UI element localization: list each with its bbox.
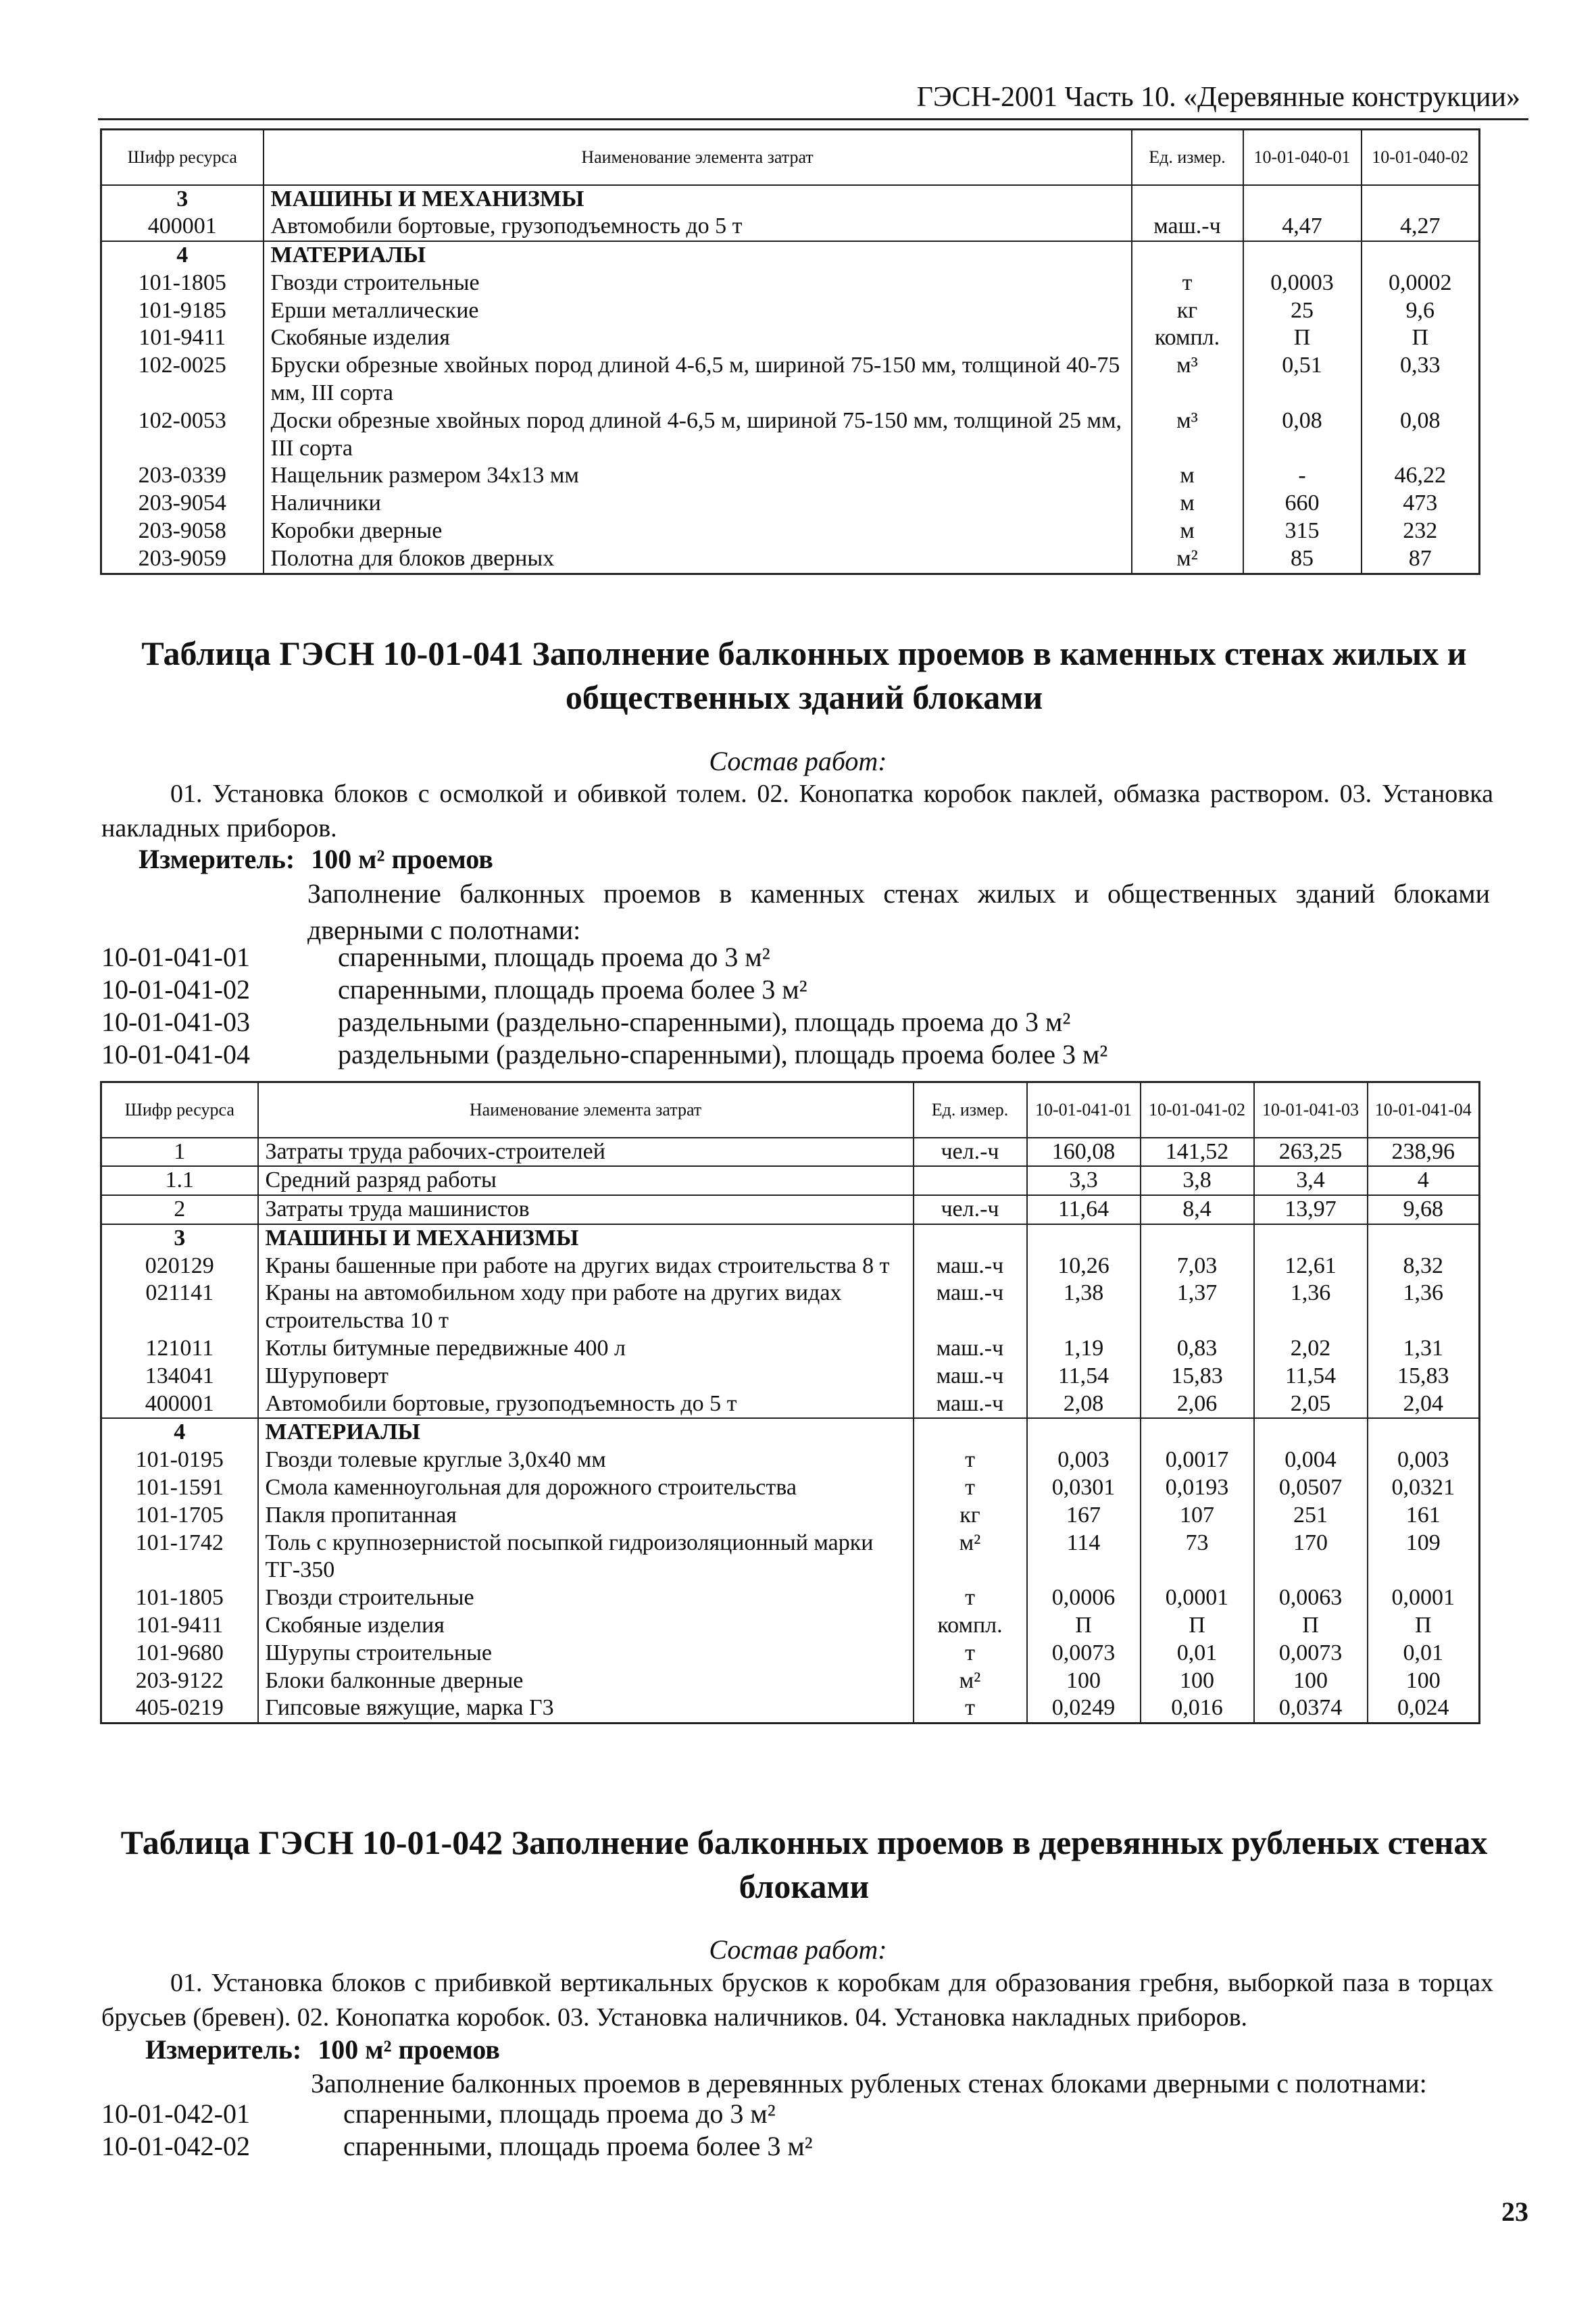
unit: чел.-ч [914, 1195, 1027, 1224]
value-cell: 0,016 [1141, 1694, 1254, 1723]
norm-code: 10-01-041-04 [101, 1039, 250, 1070]
value-cell: 0,003 [1368, 1447, 1480, 1474]
value-cell: 4 [1368, 1166, 1480, 1195]
cost-element: Смола каменноугольная для дорожного строительства [258, 1474, 914, 1502]
table-row [101, 270, 1480, 297]
resource-code: 1 [101, 1138, 258, 1167]
unit [914, 1166, 1027, 1195]
norm-code: 10-01-042-01 [101, 2098, 250, 2129]
value-cell: - [1243, 462, 1362, 490]
unit: маш.-ч [914, 1280, 1027, 1335]
value-cell [1243, 185, 1362, 213]
resource-code: 3 [101, 1224, 258, 1253]
cost-element: Гипсовые вяжущие, марка Г3 [258, 1694, 914, 1723]
value-cell: 1,36 [1254, 1280, 1368, 1335]
izmeritel-label: Измеритель: [145, 2034, 302, 2065]
table-row [101, 241, 1480, 270]
column-header: Ед. измер. [1132, 130, 1243, 185]
resource-code: 101-1591 [101, 1474, 258, 1502]
value-cell: 8,32 [1368, 1253, 1480, 1280]
value-cell: 9,6 [1362, 297, 1480, 325]
value-cell [1362, 241, 1480, 270]
running-header: ГЭСН-2001 Часть 10. «Деревянные конструкции» [916, 82, 1520, 113]
unit: маш.-ч [1132, 213, 1243, 241]
value-cell: 238,96 [1368, 1138, 1480, 1167]
resource-code: 102-0025 [101, 352, 264, 407]
cost-element: Шуруповерт [258, 1363, 914, 1390]
sostav-text-041: 01. Установка блоков с осмолкой и обивкой толем. 02. Конопатка коробок паклей, обмазка раствором. 03. Установка накладных приборов. [101, 780, 1493, 843]
value-cell [1362, 185, 1480, 213]
cost-element: Нащельник размером 34х13 мм [264, 462, 1132, 490]
resource-code: 203-0339 [101, 462, 264, 490]
cost-element: Гвозди строительные [264, 270, 1132, 297]
value-cell: 0,0193 [1141, 1474, 1254, 1502]
izmeritel-value: 100 м² проемов [311, 844, 493, 874]
value-cell [1141, 1224, 1254, 1253]
resource-code: 4 [101, 1418, 258, 1447]
value-cell: 11,54 [1254, 1363, 1368, 1390]
value-cell: 0,0507 [1254, 1474, 1368, 1502]
column-header: Шифр ресурса [101, 130, 264, 185]
unit: маш.-ч [914, 1335, 1027, 1363]
value-cell: П [1027, 1612, 1141, 1640]
value-cell: 11,64 [1027, 1195, 1141, 1224]
resource-code: 203-9054 [101, 490, 264, 518]
unit: маш.-ч [914, 1390, 1027, 1419]
value-cell: 87 [1362, 545, 1480, 574]
cost-element: Гвозди строительные [258, 1584, 914, 1612]
sostav-label-041: Состав работ: [709, 746, 887, 776]
value-cell: 12,61 [1254, 1253, 1368, 1280]
value-cell: 2,05 [1254, 1390, 1368, 1419]
unit: т [914, 1694, 1027, 1723]
norm-description: раздельными (раздельно-спаренными), площадь проема до 3 м² [338, 1007, 1071, 1037]
table-row [101, 407, 1480, 463]
resource-code: 101-1805 [101, 1584, 258, 1612]
cost-element: Шурупы строительные [258, 1640, 914, 1667]
izmeritel-label: Измеритель: [139, 844, 295, 874]
value-cell: 232 [1362, 518, 1480, 545]
unit [914, 1224, 1027, 1253]
unit: м [1132, 462, 1243, 490]
value-cell: 107 [1141, 1502, 1254, 1530]
cost-element: МАТЕРИАЛЫ [258, 1418, 914, 1447]
cost-element: Скобяные изделия [258, 1612, 914, 1640]
table-row [101, 213, 1480, 241]
value-cell: 9,68 [1368, 1195, 1480, 1224]
value-cell: 1,37 [1141, 1280, 1254, 1335]
value-cell: П [1141, 1612, 1254, 1640]
unit: т [1132, 270, 1243, 297]
table-row [101, 1166, 1480, 1195]
value-cell: 0,0073 [1027, 1640, 1141, 1667]
value-cell: 15,83 [1368, 1363, 1480, 1390]
table-row [101, 462, 1480, 490]
unit: м³ [1132, 352, 1243, 407]
resource-code: 101-9411 [101, 324, 264, 352]
unit: м³ [1132, 407, 1243, 463]
value-cell: 0,0017 [1141, 1447, 1254, 1474]
value-cell [1027, 1224, 1141, 1253]
resource-table-040 [100, 128, 1480, 575]
norm-code: 10-01-041-02 [101, 974, 250, 1005]
norm-description: спаренными, площадь проема до 3 м² [338, 942, 770, 972]
cost-element: Котлы битумные передвижные 400 л [258, 1335, 914, 1363]
value-cell: 3,3 [1027, 1166, 1141, 1195]
cost-element: Затраты труда машинистов [258, 1195, 914, 1224]
cost-element: Полотна для блоков дверных [264, 545, 1132, 574]
resource-code: 121011 [101, 1335, 258, 1363]
value-cell [1243, 241, 1362, 270]
table-title-041: Таблица ГЭСН 10-01-041 Заполнение балконных проемов в каменных стенах жилых и общественных зданий блоками [141, 634, 1467, 716]
table-row [101, 1253, 1480, 1280]
value-cell: П [1254, 1612, 1368, 1640]
value-cell: 0,51 [1243, 352, 1362, 407]
value-cell: 85 [1243, 545, 1362, 574]
unit: компл. [914, 1612, 1027, 1640]
unit [1132, 241, 1243, 270]
value-cell: 0,08 [1362, 407, 1480, 463]
table-row [101, 1667, 1480, 1695]
table-row [101, 1418, 1480, 1447]
cost-element: МАШИНЫ И МЕХАНИЗМЫ [264, 185, 1132, 213]
value-cell: 263,25 [1254, 1138, 1368, 1167]
resource-code: 101-9185 [101, 297, 264, 325]
unit: м² [1132, 545, 1243, 574]
value-cell: 0,0249 [1027, 1694, 1141, 1723]
table-row [101, 1530, 1480, 1585]
resource-code: 400001 [101, 213, 264, 241]
resource-code: 101-9411 [101, 1612, 258, 1640]
value-cell: 0,004 [1254, 1447, 1368, 1474]
page-number: 23 [1501, 2196, 1528, 2227]
value-cell: 0,003 [1027, 1447, 1141, 1474]
column-header: 10-01-040-02 [1362, 130, 1480, 185]
norm-code: 10-01-041-01 [101, 942, 250, 972]
value-cell: 2,08 [1027, 1390, 1141, 1419]
cost-element: МАШИНЫ И МЕХАНИЗМЫ [258, 1224, 914, 1253]
resource-code: 101-0195 [101, 1447, 258, 1474]
column-header: 10-01-040-01 [1243, 130, 1362, 185]
cost-element: Средний разряд работы [258, 1166, 914, 1195]
table-title-042: Таблица ГЭСН 10-01-042 Заполнение балконных проемов в деревянных рубленых стенах блоками [120, 1823, 1488, 1905]
value-cell: 161 [1368, 1502, 1480, 1530]
value-cell: 100 [1254, 1667, 1368, 1695]
value-cell: 25 [1243, 297, 1362, 325]
value-cell: 7,03 [1141, 1253, 1254, 1280]
value-cell: 2,06 [1141, 1390, 1254, 1419]
column-header: Ед. измер. [914, 1082, 1027, 1138]
norm-description: раздельными (раздельно-спаренными), площадь проема более 3 м² [338, 1039, 1108, 1070]
cost-element: Затраты труда рабочих-строителей [258, 1138, 914, 1167]
value-cell [1027, 1418, 1141, 1447]
cost-element: Коробки дверные [264, 518, 1132, 545]
unit [1132, 185, 1243, 213]
value-cell: 15,83 [1141, 1363, 1254, 1390]
value-cell: 8,4 [1141, 1195, 1254, 1224]
table-row [101, 490, 1480, 518]
column-header: 10-01-041-02 [1141, 1082, 1254, 1138]
resource-code: 134041 [101, 1363, 258, 1390]
cost-element: Автомобили бортовые, грузоподъемность до 5 т [264, 213, 1132, 241]
value-cell: 160,08 [1027, 1138, 1141, 1167]
cost-element: Толь с крупнозернистой посыпкой гидроизоляционный марки ТГ-350 [258, 1530, 914, 1585]
table-row [101, 352, 1480, 407]
value-cell: 167 [1027, 1502, 1141, 1530]
table-row [101, 1502, 1480, 1530]
intro-042: Заполнение балконных проемов в деревянных рубленых стенах блоками дверными с полотнами: [311, 2068, 1427, 2098]
unit: т [914, 1640, 1027, 1667]
value-cell [1254, 1418, 1368, 1447]
resource-code: 020129 [101, 1253, 258, 1280]
resource-code: 101-1705 [101, 1502, 258, 1530]
unit: м [1132, 518, 1243, 545]
resource-code: 2 [101, 1195, 258, 1224]
value-cell: 0,0321 [1368, 1474, 1480, 1502]
cost-element: Пакля пропитанная [258, 1502, 914, 1530]
resource-code: 4 [101, 241, 264, 270]
value-cell [1254, 1224, 1368, 1253]
value-cell: П [1362, 324, 1480, 352]
resource-code: 405-0219 [101, 1694, 258, 1723]
resource-code: 400001 [101, 1390, 258, 1419]
value-cell: 3,8 [1141, 1166, 1254, 1195]
column-header: Наименование элемента затрат [258, 1082, 914, 1138]
resource-table-041 [100, 1081, 1480, 1724]
resource-code: 101-9680 [101, 1640, 258, 1667]
value-cell: 0,0301 [1027, 1474, 1141, 1502]
table-row [101, 1138, 1480, 1167]
unit: кг [914, 1502, 1027, 1530]
value-cell: 1,19 [1027, 1335, 1141, 1363]
table-row [101, 1474, 1480, 1502]
column-header: 10-01-041-03 [1254, 1082, 1368, 1138]
column-header: 10-01-041-04 [1368, 1082, 1480, 1138]
value-cell: 1,31 [1368, 1335, 1480, 1363]
value-cell: 109 [1368, 1530, 1480, 1585]
norm-code: 10-01-041-03 [101, 1007, 250, 1037]
value-cell: 0,08 [1243, 407, 1362, 463]
resource-code: 203-9058 [101, 518, 264, 545]
value-cell: 100 [1141, 1667, 1254, 1695]
unit: м [1132, 490, 1243, 518]
table-row [101, 1280, 1480, 1335]
cost-element: МАТЕРИАЛЫ [264, 241, 1132, 270]
table-row [101, 1335, 1480, 1363]
norm-description: спаренными, площадь проема более 3 м² [338, 974, 807, 1005]
unit: м² [914, 1530, 1027, 1585]
table-row [101, 1224, 1480, 1253]
value-cell: 0,024 [1368, 1694, 1480, 1723]
table-row [101, 297, 1480, 325]
value-cell: 4,47 [1243, 213, 1362, 241]
cost-element: Гвозди толевые круглые 3,0х40 мм [258, 1447, 914, 1474]
norm-code: 10-01-042-02 [101, 2131, 250, 2161]
value-cell [1368, 1418, 1480, 1447]
value-cell: 0,0063 [1254, 1584, 1368, 1612]
header-rule [98, 118, 1528, 120]
value-cell: 0,0001 [1368, 1584, 1480, 1612]
table-row [101, 1447, 1480, 1474]
table-row [101, 1694, 1480, 1723]
norm-description: спаренными, площадь проема до 3 м² [343, 2098, 776, 2129]
cost-element: Краны башенные при работе на других видах строительства 8 т [258, 1253, 914, 1280]
unit: маш.-ч [914, 1253, 1027, 1280]
table-row [101, 1363, 1480, 1390]
value-cell: 1,36 [1368, 1280, 1480, 1335]
value-cell: 11,54 [1027, 1363, 1141, 1390]
column-header: 10-01-041-01 [1027, 1082, 1141, 1138]
value-cell: 0,01 [1368, 1640, 1480, 1667]
resource-code: 021141 [101, 1280, 258, 1335]
unit: кг [1132, 297, 1243, 325]
value-cell: 4,27 [1362, 213, 1480, 241]
izmeritel-042 [145, 2034, 500, 2065]
table-row [101, 545, 1480, 574]
table-row [101, 1612, 1480, 1640]
value-cell: 0,0001 [1141, 1584, 1254, 1612]
value-cell: 315 [1243, 518, 1362, 545]
table-row [101, 1390, 1480, 1419]
value-cell: 473 [1362, 490, 1480, 518]
cost-element: Наличники [264, 490, 1132, 518]
value-cell: 1,38 [1027, 1280, 1141, 1335]
value-cell [1141, 1418, 1254, 1447]
column-header: Шифр ресурса [101, 1082, 258, 1138]
value-cell: 0,83 [1141, 1335, 1254, 1363]
unit: чел.-ч [914, 1138, 1027, 1167]
unit: маш.-ч [914, 1363, 1027, 1390]
value-cell: П [1368, 1612, 1480, 1640]
cost-element: Доски обрезные хвойных пород длиной 4-6,5 м, шириной 75-150 мм, толщиной 25 мм, III сорта [264, 407, 1132, 463]
value-cell: 251 [1254, 1502, 1368, 1530]
sostav-text-042: 01. Установка блоков с прибивкой вертикальных брусков к коробкам для образования гребня, выборкой паза в торцах брусьев (бревен). 02. Конопатка коробок. 03. Установка наличников. 04. Установка накладных приборов. [101, 1969, 1493, 2032]
value-cell: 0,0374 [1254, 1694, 1368, 1723]
unit: т [914, 1447, 1027, 1474]
value-cell: 13,97 [1254, 1195, 1368, 1224]
unit: м² [914, 1667, 1027, 1695]
intro-041: Заполнение балконных проемов в каменных стенах жилых и общественных зданий блоками дверными с полотнами: [307, 878, 1490, 945]
value-cell: 100 [1027, 1667, 1141, 1695]
value-cell: 73 [1141, 1530, 1254, 1585]
table-row [101, 518, 1480, 545]
resource-code: 101-1805 [101, 270, 264, 297]
value-cell: 10,26 [1027, 1253, 1141, 1280]
value-cell: 0,0073 [1254, 1640, 1368, 1667]
unit: т [914, 1584, 1027, 1612]
value-cell: 141,52 [1141, 1138, 1254, 1167]
table-row [101, 1640, 1480, 1667]
value-cell: 0,0003 [1243, 270, 1362, 297]
resource-code: 203-9122 [101, 1667, 258, 1695]
sostav-label-042: Состав работ: [709, 1934, 887, 1965]
unit: компл. [1132, 324, 1243, 352]
value-cell: 46,22 [1362, 462, 1480, 490]
cost-element: Ерши металлические [264, 297, 1132, 325]
value-cell: 114 [1027, 1530, 1141, 1585]
cost-element: Автомобили бортовые, грузоподъемность до 5 т [258, 1390, 914, 1419]
resource-code: 3 [101, 185, 264, 213]
column-header: Наименование элемента затрат [264, 130, 1132, 185]
value-cell: 3,4 [1254, 1166, 1368, 1195]
table-row [101, 1195, 1480, 1224]
value-cell: 2,02 [1254, 1335, 1368, 1363]
value-cell: 0,01 [1141, 1640, 1254, 1667]
unit [914, 1418, 1027, 1447]
value-cell: 660 [1243, 490, 1362, 518]
resource-code: 102-0053 [101, 407, 264, 463]
value-cell: 0,33 [1362, 352, 1480, 407]
table-row [101, 324, 1480, 352]
cost-element: Блоки балконные дверные [258, 1667, 914, 1695]
norm-description: спаренными, площадь проема более 3 м² [343, 2131, 813, 2161]
table-row [101, 185, 1480, 213]
resource-code: 203-9059 [101, 545, 264, 574]
cost-element: Краны на автомобильном ходу при работе на других видах строительства 10 т [258, 1280, 914, 1335]
table-row [101, 1584, 1480, 1612]
value-cell: 170 [1254, 1530, 1368, 1585]
value-cell: 2,04 [1368, 1390, 1480, 1419]
izmeritel-value: 100 м² проемов [318, 2034, 500, 2065]
cost-element: Скобяные изделия [264, 324, 1132, 352]
izmeritel-041 [139, 843, 493, 875]
value-cell: 100 [1368, 1667, 1480, 1695]
value-cell [1368, 1224, 1480, 1253]
value-cell: 0,0006 [1027, 1584, 1141, 1612]
cost-element: Бруски обрезные хвойных пород длиной 4-6,5 м, шириной 75-150 мм, толщиной 40-75 мм, III сорта [264, 352, 1132, 407]
resource-code: 1.1 [101, 1166, 258, 1195]
unit: т [914, 1474, 1027, 1502]
value-cell: 0,0002 [1362, 270, 1480, 297]
value-cell: П [1243, 324, 1362, 352]
resource-code: 101-1742 [101, 1530, 258, 1585]
